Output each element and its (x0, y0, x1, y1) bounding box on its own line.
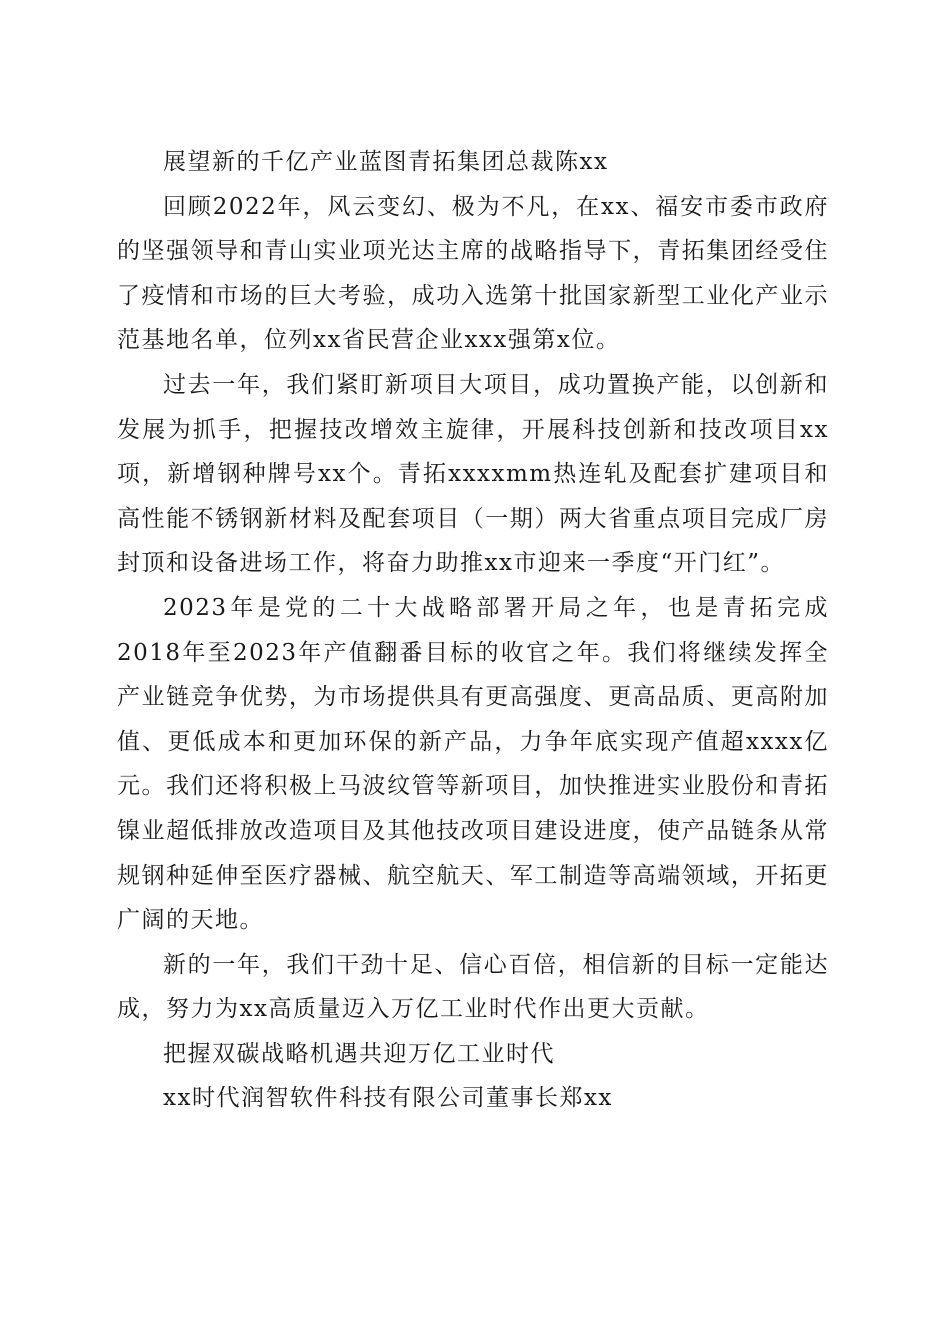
document-body (117, 140, 829, 1121)
paragraph-past-year: 过去一年，我们紧盯新项目大项目，成功置换产能，以创新和发展为抓手，把握技改增效主旋律，开展科技创新和技改项目xx项，新增钢种牌号xx个。青拓xxxxmm热连轧及配套扩建项目和高性能不锈钢新材料及配套项目（一期）两大省重点项目完成厂房封顶和设备进场工作，将奋力助推xx市迎来一季度“开门红”。 (117, 371, 829, 577)
paragraph-new-year: 新的一年，我们干劲十足、信心百倍，相信新的目标一定能达成，努力为xx高质量迈入万亿工业时代作出更大贡献。 (117, 951, 829, 1023)
section-title: 把握双碳战略机遇共迎万亿工业时代 (163, 1040, 555, 1067)
article-title: 展望新的千亿产业蓝图青拓集团总裁陈xx (163, 149, 609, 175)
author-line: xx时代润智软件科技有限公司董事长郑xx (163, 1085, 613, 1112)
paragraph-2023-goals: 2023年是党的二十大战略部署开局之年，也是青拓完成2018年至2023年产值翻番目标的收官之年。我们将继续发挥全产业链竞争优势，为市场提供具有更高强度、更高品质、更高附加值、更低成本和更加环保的新产品，力争年底实现产值超xxxx亿元。我们还将积极上马波纹管等新项目，加快推进实业股份和青拓镍业超低排放改造项目及其他技改项目建设进度，使产品链条从常规钢种延伸至医疗器械、航空航天、军工制造等高端领域，开拓更广阔的天地。 (117, 594, 829, 934)
paragraph-review-2022: 回顾2022年，风云变幻、极为不凡，在xx、福安市委市政府的坚强领导和青山实业项光达主席的战略指导下，青拓集团经受住了疫情和市场的巨大考验，成功入选第十批国家新型工业化产业示范基地名单，位列xx省民营企业xxx强第x位。 (117, 193, 829, 354)
